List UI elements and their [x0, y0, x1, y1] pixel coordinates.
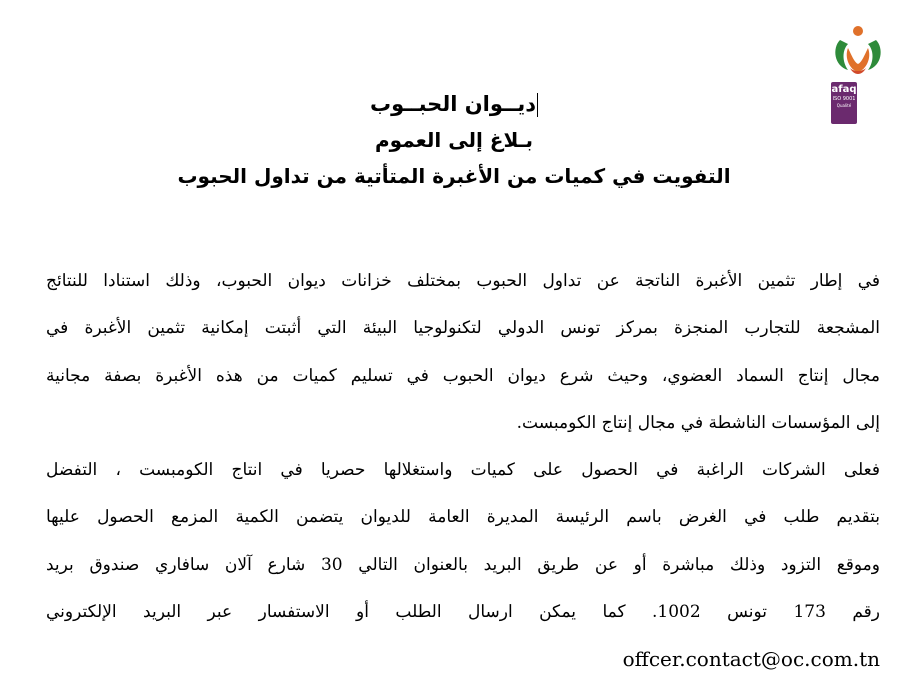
afaq-brand-text: afaq: [831, 84, 857, 95]
body-line: إلى المؤسسات الناشطة في مجال إنتاج الكومبست.: [516, 412, 880, 433]
contact-email: offcer.contact@oc.com.tn: [622, 647, 880, 672]
body-line: رقم 173 تونس 1002. كما يمكن ارسال الطلب أو الاستفسار عبر البريد الإلكتروني: [46, 602, 880, 623]
document-body: [46, 258, 880, 683]
body-line: مجال إنتاج السماد العضوي، وحيث شرع ديوان الحبوب في تسليم كميات من هذه الأغبرة بصفة مجانية: [46, 365, 880, 386]
subject-title: التفويت في كميات من الأغبرة المتأتية من تداول الحبوب: [177, 164, 731, 188]
body-line: وموقع التزود وذلك مباشرة أو عن طريق البريد بالعنوان التالي 30 شارع آلان سافاري صندوق بريد: [46, 554, 880, 575]
body-line: فعلى الشركات الراغبة في الحصول على كميات واستغلالها حصريا في انتاج الكومبست ، التفضل: [46, 460, 880, 481]
header-block: [0, 86, 908, 194]
body-line: في إطار تثمين الأغبرة الناتجة عن تداول الحبوب بمختلف خزانات ديوان الحبوب، وذلك استنادا للنتائج: [46, 271, 880, 291]
notice-title: بـلاغ إلى العموم: [375, 128, 533, 152]
quality-text: Qualité: [836, 103, 852, 108]
logo-emblem-icon: [828, 22, 884, 84]
iso-text: ISO 9001: [832, 96, 856, 102]
body-line: المشجعة للتجارب المنجزة بمركز تونس الدولي لتكنولوجيا البيئة التي أثبتت إمكانية تثمين الأغبرة في: [46, 318, 880, 339]
org-title: [0, 86, 908, 122]
text-cursor: [537, 93, 538, 117]
org-title-text: ديــوان الحبــوب: [369, 92, 537, 116]
body-line: بتقديم طلب في الغرض باسم الرئيسة المديرة العامة للديوان يتضمن الكمية المزمع الحصول عليها: [46, 507, 880, 528]
